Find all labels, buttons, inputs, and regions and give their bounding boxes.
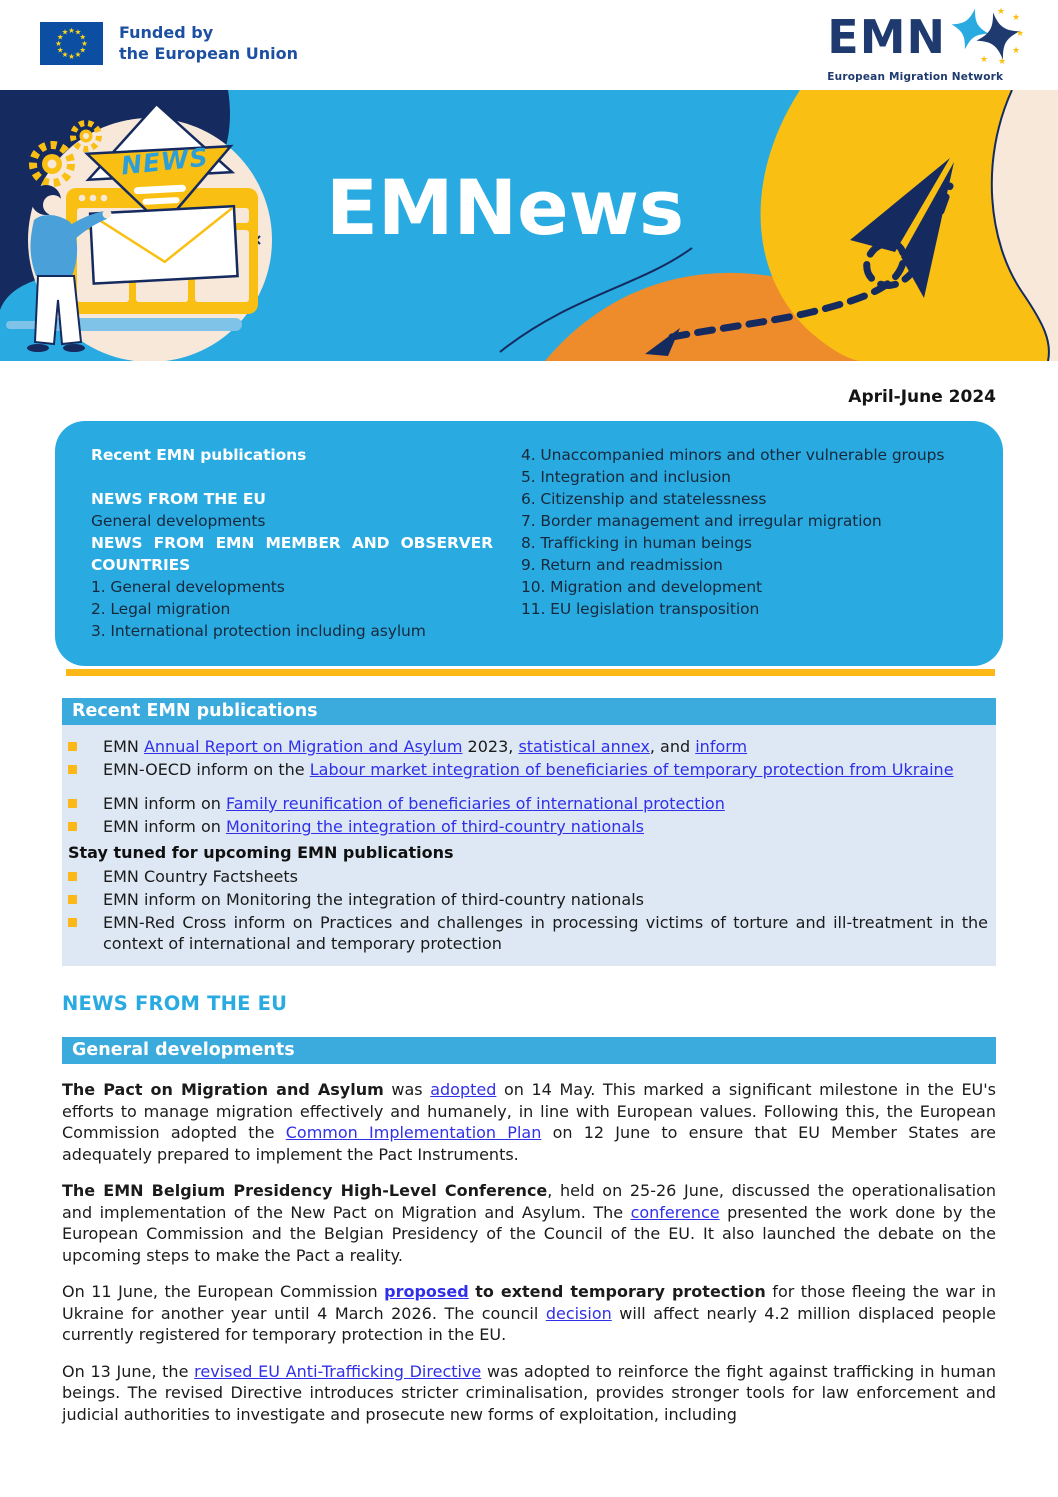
- svg-text:★: ★: [56, 32, 64, 42]
- svg-text:★: ★: [61, 27, 69, 37]
- publication-text: EMN-OECD inform on the Labour market integration of beneficiaries of temporary protection from Ukraine: [103, 760, 954, 779]
- toc-item[interactable]: 7. Border management and irregular migration: [521, 512, 882, 530]
- bold-text: The Pact on Migration and Asylum: [62, 1080, 384, 1099]
- publication-item: [68, 736, 988, 757]
- upcoming-text: EMN inform on Monitoring the integration of third-country nationals: [103, 890, 644, 909]
- bullet-square-icon: [68, 822, 77, 831]
- toc-left-column: [91, 444, 493, 642]
- bullet-square-icon: [68, 872, 77, 881]
- news-from-eu-heading: NEWS FROM THE EU: [62, 992, 288, 1015]
- svg-text:★: ★: [56, 45, 64, 55]
- toc-item[interactable]: General developments: [91, 512, 266, 530]
- toc-item[interactable]: 2. Legal migration: [91, 600, 231, 618]
- toc-right-column: [521, 444, 967, 642]
- inline-link[interactable]: Annual Report on Migration and Asylum: [143, 737, 463, 756]
- publication-text: EMN inform on Monitoring the integration of third-country nationals: [103, 817, 644, 836]
- svg-text:★: ★: [1011, 13, 1021, 23]
- svg-text:★: ★: [68, 52, 75, 61]
- toc-item[interactable]: 10. Migration and development: [521, 578, 763, 596]
- bold-text: to extend temporary protection: [475, 1282, 766, 1301]
- emn-logo-subtitle: European Migration Network: [827, 71, 1004, 83]
- banner-title: EMNews: [326, 163, 685, 252]
- inline-link[interactable]: decision: [545, 1303, 612, 1323]
- inline-link[interactable]: Family reunification of beneficiaries of international protection: [225, 794, 725, 813]
- inline-link[interactable]: Common Implementation Plan: [285, 1123, 542, 1142]
- svg-text:★: ★: [74, 27, 82, 37]
- eu-flag-icon: [40, 22, 103, 65]
- upcoming-item: [68, 912, 988, 954]
- upcoming-text: EMN-Red Cross inform on Practices and challenges in processing victims of torture and ill-treatment in the context of international and temporary protection: [103, 913, 988, 953]
- svg-text:★: ★: [979, 55, 989, 65]
- svg-text:★: ★: [61, 50, 69, 60]
- page-header: [0, 0, 1058, 90]
- emn-logo: [827, 6, 1024, 83]
- funded-by-text: Funded by the European Union: [119, 23, 298, 63]
- publication-text: EMN Annual Report on Migration and Asylum 2023, statistical annex, and inform: [103, 737, 748, 756]
- inline-link[interactable]: revised EU Anti-Trafficking Directive: [194, 1361, 482, 1381]
- emn-logo-text: EMN: [827, 10, 946, 64]
- svg-text:★: ★: [996, 7, 1006, 17]
- svg-text:★: ★: [1011, 46, 1021, 56]
- toc-heading-member-countries[interactable]: NEWS FROM EMN MEMBER AND OBSERVER COUNTRIES: [91, 534, 493, 574]
- bullet-square-icon: [68, 765, 77, 774]
- envelope-news-label: NEWS: [119, 142, 210, 181]
- publication-text: EMN inform on Family reunification of beneficiaries of international protection: [103, 794, 725, 813]
- toc-item[interactable]: 9. Return and readmission: [521, 556, 723, 574]
- article-paragraph: On 11 June, the European Commission proposed to extend temporary protection for those fleeing the war in Ukraine for another year until 4 March 2026. The council decision will affect nearly 4.2 million displaced people currently registered for temporary protection in the EU.: [62, 1282, 997, 1344]
- toc-item[interactable]: 1. General developments: [91, 578, 285, 596]
- svg-text:★: ★: [79, 45, 87, 55]
- upcoming-item: [68, 866, 988, 887]
- star-figures-icon: [946, 6, 1024, 70]
- gold-divider: [66, 669, 995, 676]
- bullet-square-icon: [68, 799, 77, 808]
- toc-item[interactable]: 6. Citizenship and statelessness: [521, 490, 767, 508]
- inline-link[interactable]: adopted: [430, 1080, 497, 1099]
- publications-panel: [62, 725, 996, 966]
- issue-date: April-June 2024: [848, 387, 996, 407]
- stay-tuned-heading: Stay tuned for upcoming EMN publications: [68, 843, 454, 862]
- upcoming-text: EMN Country Factsheets: [103, 867, 298, 886]
- inline-link[interactable]: proposed: [384, 1282, 469, 1301]
- bullet-square-icon: [68, 742, 77, 751]
- svg-text:★: ★: [68, 26, 75, 35]
- section-header-recent-publications: Recent EMN publications: [62, 698, 996, 725]
- svg-text:★: ★: [997, 57, 1007, 67]
- section-header-general-developments: General developments: [62, 1037, 996, 1064]
- toc-link-recent-publications[interactable]: Recent EMN publications: [91, 446, 307, 464]
- publication-item: [68, 759, 988, 780]
- toc-item[interactable]: 4. Unaccompanied minors and other vulnerable groups: [521, 446, 945, 464]
- publication-item: [68, 816, 988, 837]
- toc-heading-news-from-eu[interactable]: NEWS FROM THE EU: [91, 490, 266, 508]
- svg-text:★: ★: [81, 39, 88, 48]
- svg-text:★: ★: [79, 32, 87, 42]
- toc-item[interactable]: 3. International protection including asylum: [91, 622, 426, 640]
- inline-link[interactable]: inform: [695, 737, 748, 756]
- inline-link[interactable]: Monitoring the integration of third-country nationals: [225, 817, 644, 836]
- inline-link[interactable]: statistical annex: [518, 737, 650, 756]
- bullet-square-icon: [68, 895, 77, 904]
- toc-item[interactable]: 8. Trafficking in human beings: [521, 534, 752, 552]
- eu-funding-block: [40, 22, 298, 65]
- publication-item: [68, 793, 988, 814]
- article-paragraph: The Pact on Migration and Asylum was adopted on 14 May. This marked a significant milestone in the EU's efforts to manage migration effectively and humanely, in line with European values. Following this, the European Commission adopted the Common Implementation Plan on 12 June to ensure that EU Member States are adequately prepared to implement the Pact Instruments.: [62, 1080, 996, 1164]
- toc-box: [55, 421, 1003, 666]
- inline-link[interactable]: Labour market integration of beneficiaries of temporary protection from Ukraine: [309, 760, 954, 779]
- toc-item[interactable]: 5. Integration and inclusion: [521, 468, 731, 486]
- upcoming-item: [68, 889, 988, 910]
- article-paragraph: On 13 June, the revised EU Anti-Trafficking Directive was adopted to reinforce the fight against trafficking in human beings. The revised Directive introduces stricter criminalisation, provides stronger tools for law enforcement and judicial authorities to investigate and prosecute new forms of exploitation, including: [62, 1361, 997, 1424]
- svg-text:★: ★: [1015, 29, 1024, 39]
- newsletter-banner: [0, 90, 1058, 361]
- article-paragraph: The EMN Belgium Presidency High-Level Conference, held on 25-26 June, discussed the operationalisation and implementation of the New Pact on Migration and Asylum. The conference presented the work done by the European Commission and the Belgian Presidency of the Council of the EU. It also launched the debate on the upcoming steps to make the Pact a reality.: [62, 1181, 997, 1265]
- articles: [62, 1079, 996, 1425]
- inline-link[interactable]: conference: [630, 1202, 720, 1222]
- bullet-square-icon: [68, 918, 77, 927]
- svg-text:★: ★: [55, 39, 62, 48]
- svg-text:★: ★: [74, 50, 82, 60]
- bold-text: The EMN Belgium Presidency High-Level Conference: [62, 1181, 548, 1200]
- toc-item[interactable]: 11. EU legislation transposition: [521, 600, 760, 618]
